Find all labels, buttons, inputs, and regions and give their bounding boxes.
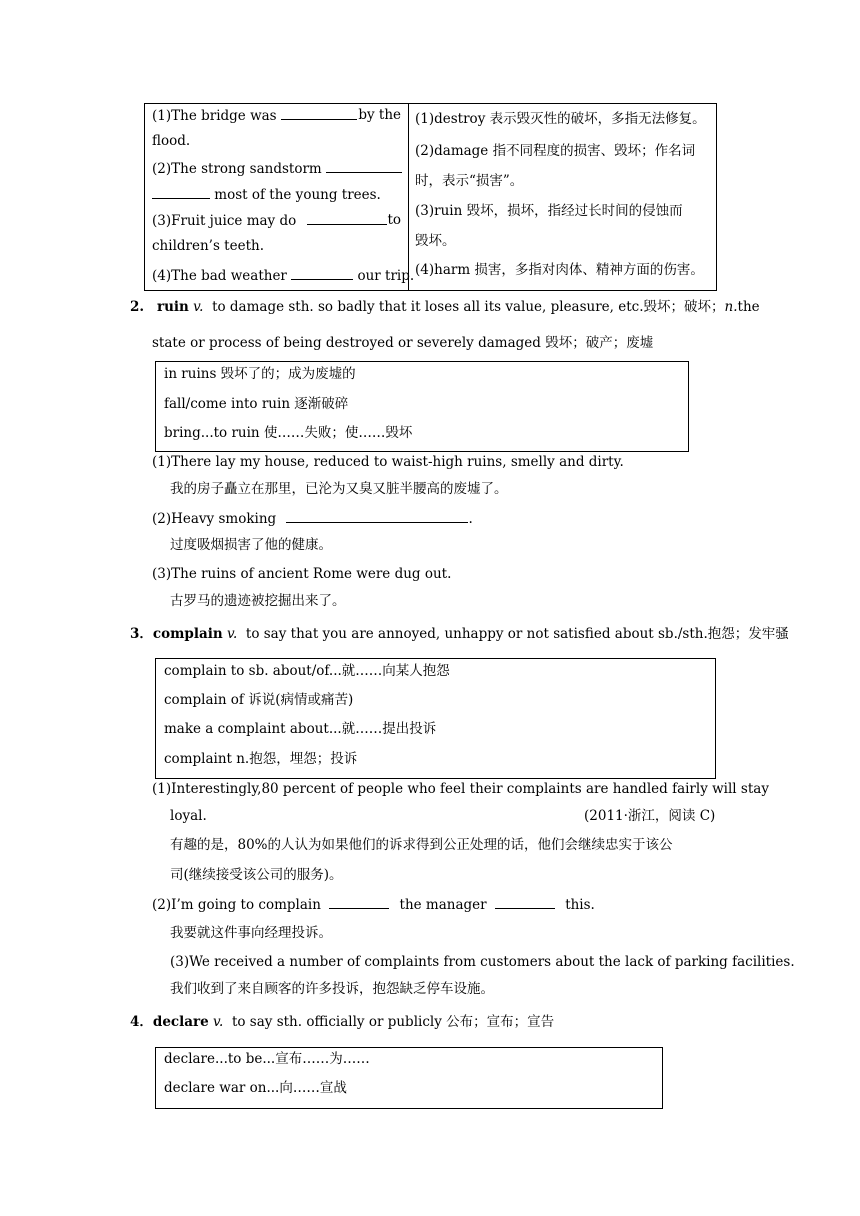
example-en: (2)Heavy smoking . — [152, 511, 473, 527]
table-right-line-4: (3)ruin 毁坏，损坏，指经过长时间的侵蚀而 — [415, 203, 683, 219]
entry-ruin-heading: 2. ruin v. to damage sth. so badly that it loses all its value, pleasure, etc.毁坏；破坏；n.the — [130, 299, 760, 315]
example-en: (2)I’m going to complain the manager this. — [152, 897, 595, 913]
table-left-line-5: (3)Fruit juice may do to — [152, 212, 401, 229]
table-right-line-6: (4)harm 损害，多指对肉体、精神方面的伤害。 — [415, 262, 704, 278]
phrase: complain of 诉说(病情或痛苦) — [164, 692, 354, 708]
entry-complain-heading: 3．complain v. to say that you are annoyed, unhappy or not satisfied about sb./sth.抱怨；发牢骚 — [130, 626, 789, 642]
table-right-line-5: 毁坏。 — [415, 233, 456, 249]
table-left-line-4: most of the young trees. — [152, 185, 381, 204]
phrase: declare war on...向……宣战 — [164, 1080, 347, 1096]
entry-word: ruin — [156, 299, 189, 315]
table-left-line-1: (1)The bridge was by the — [152, 107, 401, 124]
phrase: declare...to be...宣布……为…… — [164, 1051, 370, 1067]
example-en: (3)The ruins of ancient Rome were dug out. — [152, 566, 452, 582]
example-en: (3)We received a number of complaints from customers about the lack of parking facilities. — [170, 954, 795, 970]
entry-word: declare — [152, 1014, 209, 1030]
entry-number: 4． — [130, 1014, 153, 1030]
entry-ruin-definition-cont: state or process of being destroyed or severely damaged 毁坏；破产；废墟 — [152, 335, 654, 351]
example-en: (1)There lay my house, reduced to waist-high ruins, smelly and dirty. — [152, 454, 624, 470]
entry-number: 2. — [130, 299, 145, 315]
table-divider — [408, 104, 409, 290]
entry-number: 3． — [130, 626, 153, 642]
phrase: complaint n.抱怨，埋怨；投诉 — [164, 751, 358, 767]
table-right-line-3: 时，表示“损害”。 — [415, 173, 524, 189]
entry-declare-heading: 4．declare v. to say sth. officially or publicly 公布；宣布；宣告 — [130, 1014, 555, 1030]
example-zh: 我的房子矗立在那里，已沦为又臭又脏半腰高的废墟了。 — [170, 481, 508, 497]
example-zh: 有趣的是，80%的人认为如果他们的诉求得到公正处理的话，他们会继续忠实于该公 — [170, 837, 673, 853]
example-source: (2011·浙江，阅读 C) — [584, 808, 716, 824]
table-left-line-3: (2)The strong sandstorm — [152, 159, 402, 178]
table-left-line-7: (4)The bad weather our trip. — [152, 268, 415, 284]
entry-word: complain — [152, 626, 223, 642]
table-left-line-2: flood. — [152, 133, 191, 149]
phrase: bring...to ruin 使……失败；使……毁坏 — [164, 425, 413, 441]
phrase: in ruins 毁坏了的；成为废墟的 — [164, 366, 356, 382]
example-zh: 我们收到了来自顾客的许多投诉，抱怨缺乏停车设施。 — [170, 981, 494, 997]
table-right-line-2: (2)damage 指不同程度的损害、毁坏；作名词 — [415, 143, 696, 159]
example-en: (1)Interestingly,80 percent of people who feel their complaints are handled fairly will stay — [152, 781, 769, 797]
table-left-line-6: children’s teeth. — [152, 238, 264, 254]
example-zh: 古罗马的遗迹被挖掘出来了。 — [170, 593, 346, 609]
example-zh: 我要就这件事向经理投诉。 — [170, 925, 332, 941]
example-zh: 过度吸烟损害了他的健康。 — [170, 537, 332, 553]
phrase: make a complaint about...就……提出投诉 — [164, 721, 437, 737]
example-zh-cont: 司(继续接受该公司的服务)。 — [170, 867, 343, 883]
phrase: fall/come into ruin 逐渐破碎 — [164, 396, 349, 412]
table-right-line-1: (1)destroy 表示毁灭性的破坏，多指无法修复。 — [415, 111, 706, 127]
example-en-cont: loyal. — [170, 808, 207, 824]
phrase: complain to sb. about/of...就……向某人抱怨 — [164, 663, 450, 679]
